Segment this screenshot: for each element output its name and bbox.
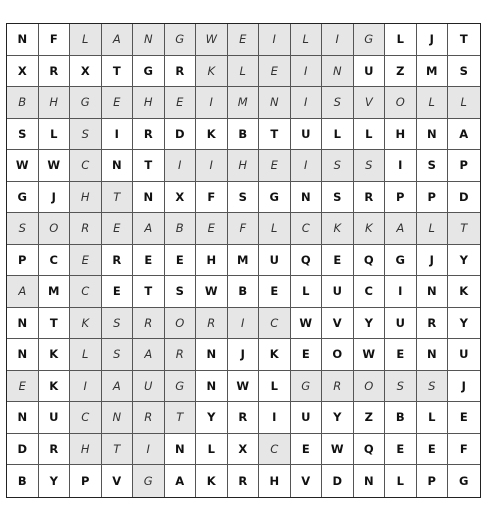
grid-cell[interactable]: N [7, 402, 39, 434]
grid-cell[interactable]: S [417, 150, 449, 182]
grid-cell[interactable]: S [228, 182, 260, 214]
grid-cell-highlighted[interactable]: L [291, 24, 323, 56]
grid-cell[interactable]: I [385, 150, 417, 182]
grid-cell-highlighted[interactable]: B [7, 87, 39, 119]
grid-cell[interactable]: W [196, 276, 228, 308]
grid-cell-highlighted[interactable]: S [322, 150, 354, 182]
grid-cell[interactable]: Q [291, 245, 323, 277]
grid-cell-highlighted[interactable]: I [259, 24, 291, 56]
grid-cell[interactable]: G [385, 245, 417, 277]
grid-cell-highlighted[interactable]: O [165, 308, 197, 340]
grid-cell-highlighted[interactable]: R [133, 402, 165, 434]
grid-cell[interactable]: Y [354, 308, 386, 340]
grid-cell-highlighted[interactable]: A [102, 24, 134, 56]
grid-row [7, 24, 480, 56]
grid-cell-highlighted[interactable]: R [133, 308, 165, 340]
grid-cell[interactable]: Y [39, 465, 71, 497]
grid-cell-highlighted[interactable]: R [196, 308, 228, 340]
grid-cell[interactable]: J [39, 182, 71, 214]
grid-cell[interactable]: U [291, 402, 323, 434]
grid-cell[interactable]: D [448, 182, 480, 214]
grid-cell[interactable]: L [259, 371, 291, 403]
grid-cell-highlighted[interactable]: E [228, 24, 260, 56]
grid-cell-highlighted[interactable]: L [448, 87, 480, 119]
grid-cell-highlighted[interactable]: S [70, 119, 102, 151]
grid-cell[interactable]: N [7, 308, 39, 340]
grid-cell[interactable]: B [228, 276, 260, 308]
grid-cell[interactable]: S [7, 119, 39, 151]
grid-cell[interactable]: U [39, 402, 71, 434]
grid-cell-highlighted[interactable]: M [228, 87, 260, 119]
grid-cell[interactable]: I [259, 402, 291, 434]
grid-cell-highlighted[interactable]: R [322, 371, 354, 403]
grid-cell[interactable]: L [39, 119, 71, 151]
grid-cell[interactable]: E [291, 339, 323, 371]
grid-cell[interactable]: Q [354, 434, 386, 466]
grid-cell-highlighted[interactable]: C [70, 150, 102, 182]
grid-cell[interactable]: L [196, 434, 228, 466]
grid-cell[interactable]: I [102, 119, 134, 151]
grid-cell-highlighted[interactable]: L [228, 56, 260, 88]
grid-cell-highlighted[interactable]: G [354, 24, 386, 56]
grid-cell[interactable]: R [133, 119, 165, 151]
grid-cell[interactable]: K [196, 119, 228, 151]
grid-cell[interactable]: P [417, 182, 449, 214]
grid-cell-highlighted[interactable]: E [165, 87, 197, 119]
grid-cell[interactable]: G [259, 182, 291, 214]
grid-cell[interactable]: J [417, 245, 449, 277]
grid-cell[interactable]: Y [448, 308, 480, 340]
grid-cell[interactable]: U [291, 119, 323, 151]
grid-cell-highlighted[interactable]: E [102, 213, 134, 245]
grid-cell-highlighted[interactable]: O [385, 87, 417, 119]
grid-cell[interactable]: Y [196, 402, 228, 434]
grid-cell[interactable]: T [39, 308, 71, 340]
grid-cell-highlighted[interactable]: K [196, 56, 228, 88]
grid-cell-highlighted[interactable]: I [322, 24, 354, 56]
grid-cell-highlighted[interactable]: S [102, 308, 134, 340]
grid-cell[interactable]: O [322, 339, 354, 371]
grid-cell[interactable]: J [417, 24, 449, 56]
grid-cell[interactable]: M [228, 245, 260, 277]
grid-cell[interactable]: N [196, 339, 228, 371]
grid-cell[interactable]: E [417, 434, 449, 466]
grid-cell-highlighted[interactable]: W [196, 24, 228, 56]
grid-cell[interactable]: N [7, 339, 39, 371]
grid-cell[interactable]: P [385, 182, 417, 214]
grid-cell[interactable]: B [228, 119, 260, 151]
grid-cell-highlighted[interactable]: L [417, 87, 449, 119]
grid-row [7, 87, 480, 119]
grid-row [7, 308, 480, 340]
grid-cell-highlighted[interactable]: E [70, 245, 102, 277]
grid-cell[interactable]: L [354, 119, 386, 151]
grid-cell[interactable]: D [165, 119, 197, 151]
grid-row [7, 371, 480, 403]
grid-cell[interactable]: X [7, 56, 39, 88]
grid-cell-highlighted[interactable]: S [354, 150, 386, 182]
grid-cell[interactable]: U [385, 308, 417, 340]
grid-cell[interactable]: J [228, 339, 260, 371]
grid-cell-highlighted[interactable]: G [133, 465, 165, 497]
grid-cell[interactable]: R [417, 308, 449, 340]
grid-cell[interactable]: N [417, 276, 449, 308]
grid-cell-highlighted[interactable]: G [70, 87, 102, 119]
grid-cell[interactable]: Z [385, 56, 417, 88]
grid-cell[interactable]: B [385, 402, 417, 434]
grid-cell[interactable]: H [196, 245, 228, 277]
grid-cell-highlighted[interactable]: H [133, 87, 165, 119]
grid-cell[interactable]: L [385, 24, 417, 56]
grid-cell[interactable]: S [165, 276, 197, 308]
grid-cell[interactable]: N [165, 434, 197, 466]
grid-cell[interactable]: N [417, 119, 449, 151]
grid-cell-highlighted[interactable]: G [165, 24, 197, 56]
grid-cell-highlighted[interactable]: B [165, 213, 197, 245]
grid-cell-highlighted[interactable]: N [322, 56, 354, 88]
grid-cell[interactable]: B [7, 465, 39, 497]
grid-cell[interactable]: X [228, 434, 260, 466]
grid-row [7, 276, 480, 308]
grid-cell[interactable]: P [448, 150, 480, 182]
grid-cell[interactable]: P [417, 465, 449, 497]
grid-cell[interactable]: N [133, 182, 165, 214]
grid-cell[interactable]: L [291, 276, 323, 308]
grid-cell-highlighted[interactable]: G [291, 371, 323, 403]
grid-row [7, 434, 480, 466]
grid-cell-highlighted[interactable]: T [102, 182, 134, 214]
grid-cell-highlighted[interactable]: C [70, 402, 102, 434]
grid-cell-highlighted[interactable]: I [70, 371, 102, 403]
grid-cell-highlighted[interactable]: A [133, 213, 165, 245]
grid-cell[interactable]: F [39, 24, 71, 56]
grid-cell[interactable]: D [322, 465, 354, 497]
grid-cell[interactable]: E [259, 276, 291, 308]
grid-cell-highlighted[interactable]: N [259, 87, 291, 119]
grid-cell-highlighted[interactable]: F [228, 213, 260, 245]
grid-cell-highlighted[interactable]: I [291, 150, 323, 182]
grid-cell[interactable]: M [39, 276, 71, 308]
grid-cell[interactable]: D [7, 434, 39, 466]
grid-cell-highlighted[interactable]: L [259, 213, 291, 245]
grid-cell-highlighted[interactable]: R [165, 339, 197, 371]
grid-cell[interactable]: N [102, 150, 134, 182]
grid-cell[interactable]: G [133, 56, 165, 88]
grid-cell-highlighted[interactable]: A [102, 371, 134, 403]
grid-cell[interactable]: S [448, 56, 480, 88]
grid-cell-highlighted[interactable]: T [165, 402, 197, 434]
grid-cell-highlighted[interactable]: T [448, 213, 480, 245]
grid-row [7, 150, 480, 182]
grid-cell[interactable]: A [165, 465, 197, 497]
grid-cell-highlighted[interactable]: U [133, 371, 165, 403]
grid-cell[interactable]: R [39, 56, 71, 88]
grid-cell[interactable]: T [259, 119, 291, 151]
grid-cell[interactable]: A [448, 119, 480, 151]
grid-cell[interactable]: N [7, 24, 39, 56]
grid-cell-highlighted[interactable]: O [39, 213, 71, 245]
grid-cell[interactable]: F [448, 434, 480, 466]
word-search-grid [6, 23, 481, 498]
grid-row [7, 56, 480, 88]
grid-cell[interactable]: U [259, 245, 291, 277]
grid-cell-highlighted[interactable]: R [70, 213, 102, 245]
grid-cell[interactable]: X [165, 182, 197, 214]
grid-cell[interactable]: E [322, 245, 354, 277]
grid-cell[interactable]: N [354, 465, 386, 497]
grid-cell-highlighted[interactable]: C [291, 213, 323, 245]
grid-cell[interactable]: W [322, 434, 354, 466]
grid-cell[interactable]: L [417, 402, 449, 434]
grid-cell-highlighted[interactable]: S [417, 371, 449, 403]
grid-cell[interactable]: K [196, 465, 228, 497]
grid-row [7, 245, 480, 277]
grid-cell[interactable]: J [448, 371, 480, 403]
grid-cell[interactable]: C [354, 276, 386, 308]
grid-cell[interactable]: U [322, 276, 354, 308]
grid-cell[interactable]: N [291, 182, 323, 214]
grid-cell[interactable]: E [291, 434, 323, 466]
grid-cell[interactable]: K [39, 339, 71, 371]
grid-cell[interactable]: M [417, 56, 449, 88]
grid-cell-highlighted[interactable]: A [385, 213, 417, 245]
grid-cell-highlighted[interactable]: L [70, 339, 102, 371]
grid-cell[interactable]: V [322, 308, 354, 340]
grid-cell[interactable]: L [322, 119, 354, 151]
grid-cell[interactable]: G [459, 473, 469, 488]
grid-cell[interactable]: P [7, 245, 39, 277]
grid-cell[interactable]: V [102, 465, 134, 497]
grid-cell[interactable]: E [102, 276, 134, 308]
grid-cell[interactable]: N [196, 371, 228, 403]
grid-cell-highlighted[interactable]: K [322, 213, 354, 245]
grid-cell[interactable]: E [385, 434, 417, 466]
grid-cell-highlighted[interactable]: N [102, 402, 134, 434]
grid-cell-highlighted[interactable]: S [7, 213, 39, 245]
grid-cell[interactable]: L [385, 465, 417, 497]
grid-cell[interactable]: C [39, 245, 71, 277]
grid-cell[interactable]: E [448, 402, 480, 434]
grid-cell[interactable]: I [385, 276, 417, 308]
grid-row [7, 119, 480, 151]
grid-cell-highlighted[interactable]: I [196, 150, 228, 182]
grid-cell[interactable]: G [7, 182, 39, 214]
grid-cell[interactable]: W [228, 371, 260, 403]
grid-cell[interactable]: Y [448, 245, 480, 277]
grid-cell[interactable]: K [259, 339, 291, 371]
grid-cell-highlighted[interactable]: I [165, 150, 197, 182]
grid-cell-highlighted[interactable]: I [133, 434, 165, 466]
grid-cell[interactable]: T [133, 150, 165, 182]
grid-cell[interactable]: E [133, 245, 165, 277]
grid-cell-highlighted[interactable]: V [354, 87, 386, 119]
grid-cell-highlighted[interactable]: E [196, 213, 228, 245]
grid-cell-highlighted[interactable]: E [259, 150, 291, 182]
grid-cell-highlighted[interactable]: I [291, 56, 323, 88]
grid-cell[interactable]: P [70, 465, 102, 497]
grid-cell-highlighted[interactable]: H [70, 182, 102, 214]
grid-cell-highlighted[interactable]: C [259, 308, 291, 340]
grid-row [7, 465, 480, 497]
grid-cell-highlighted[interactable]: L [417, 213, 449, 245]
grid-cell-highlighted[interactable]: C [70, 276, 102, 308]
grid-cell[interactable]: T [448, 24, 480, 56]
grid-cell[interactable]: R [39, 434, 71, 466]
grid-cell[interactable]: W [291, 308, 323, 340]
grid-cell-highlighted[interactable]: C [259, 434, 291, 466]
grid-cell[interactable]: W [354, 339, 386, 371]
grid-cell[interactable]: Y [322, 402, 354, 434]
grid-cell[interactable]: X [70, 56, 102, 88]
grid-cell[interactable]: U [354, 56, 386, 88]
grid-cell-highlighted[interactable]: G [165, 371, 197, 403]
grid-cell[interactable]: R [228, 402, 260, 434]
grid-row [7, 182, 480, 214]
grid-cell-highlighted[interactable]: H [228, 150, 260, 182]
grid-cell[interactable]: T [102, 56, 134, 88]
grid-cell-highlighted[interactable]: T [102, 434, 134, 466]
grid-cell-highlighted[interactable]: O [354, 371, 386, 403]
grid-cell[interactable]: Z [354, 402, 386, 434]
grid-cell[interactable]: H [259, 465, 291, 497]
grid-cell-highlighted[interactable]: H [39, 87, 71, 119]
grid-cell-highlighted[interactable]: I [228, 308, 260, 340]
grid-cell-highlighted[interactable]: I [196, 87, 228, 119]
grid-cell[interactable]: R [354, 182, 386, 214]
grid-row [7, 402, 480, 434]
grid-cell[interactable]: N [417, 339, 449, 371]
grid-cell[interactable]: E [165, 245, 197, 277]
grid-cell[interactable]: H [385, 119, 417, 151]
grid-cell[interactable]: R [102, 245, 134, 277]
grid-cell[interactable]: F [196, 182, 228, 214]
grid-cell-highlighted[interactable]: A [7, 276, 39, 308]
grid-cell[interactable]: E [385, 339, 417, 371]
grid-cell[interactable]: Q [354, 245, 386, 277]
grid-cell-highlighted[interactable]: I [291, 87, 323, 119]
grid-cell-highlighted[interactable]: S [102, 339, 134, 371]
grid-cell[interactable]: K [39, 371, 71, 403]
grid-cell-highlighted[interactable]: K [354, 213, 386, 245]
grid-cell-highlighted[interactable]: K [70, 308, 102, 340]
grid-row [7, 339, 480, 371]
grid-cell[interactable]: S [322, 182, 354, 214]
grid-cell-highlighted[interactable]: S [385, 371, 417, 403]
grid-row [7, 213, 480, 245]
grid-cell[interactable]: U [448, 339, 480, 371]
grid-cell-highlighted[interactable]: A [133, 339, 165, 371]
grid-cell-highlighted[interactable]: N [133, 24, 165, 56]
grid-cell-highlighted[interactable]: E [259, 56, 291, 88]
grid-cell[interactable]: R [165, 56, 197, 88]
grid-cell[interactable]: W [39, 150, 71, 182]
grid-cell[interactable]: T [133, 276, 165, 308]
grid-cell[interactable]: K [448, 276, 480, 308]
grid-cell[interactable]: R [228, 465, 260, 497]
grid-cell[interactable]: W [7, 150, 39, 182]
grid-cell[interactable]: V [291, 465, 323, 497]
grid-cell-highlighted[interactable]: E [7, 371, 39, 403]
grid-cell-highlighted[interactable]: S [322, 87, 354, 119]
grid-cell-highlighted[interactable]: H [70, 434, 102, 466]
grid-cell-highlighted[interactable]: L [70, 24, 102, 56]
grid-cell-highlighted[interactable]: E [102, 87, 134, 119]
